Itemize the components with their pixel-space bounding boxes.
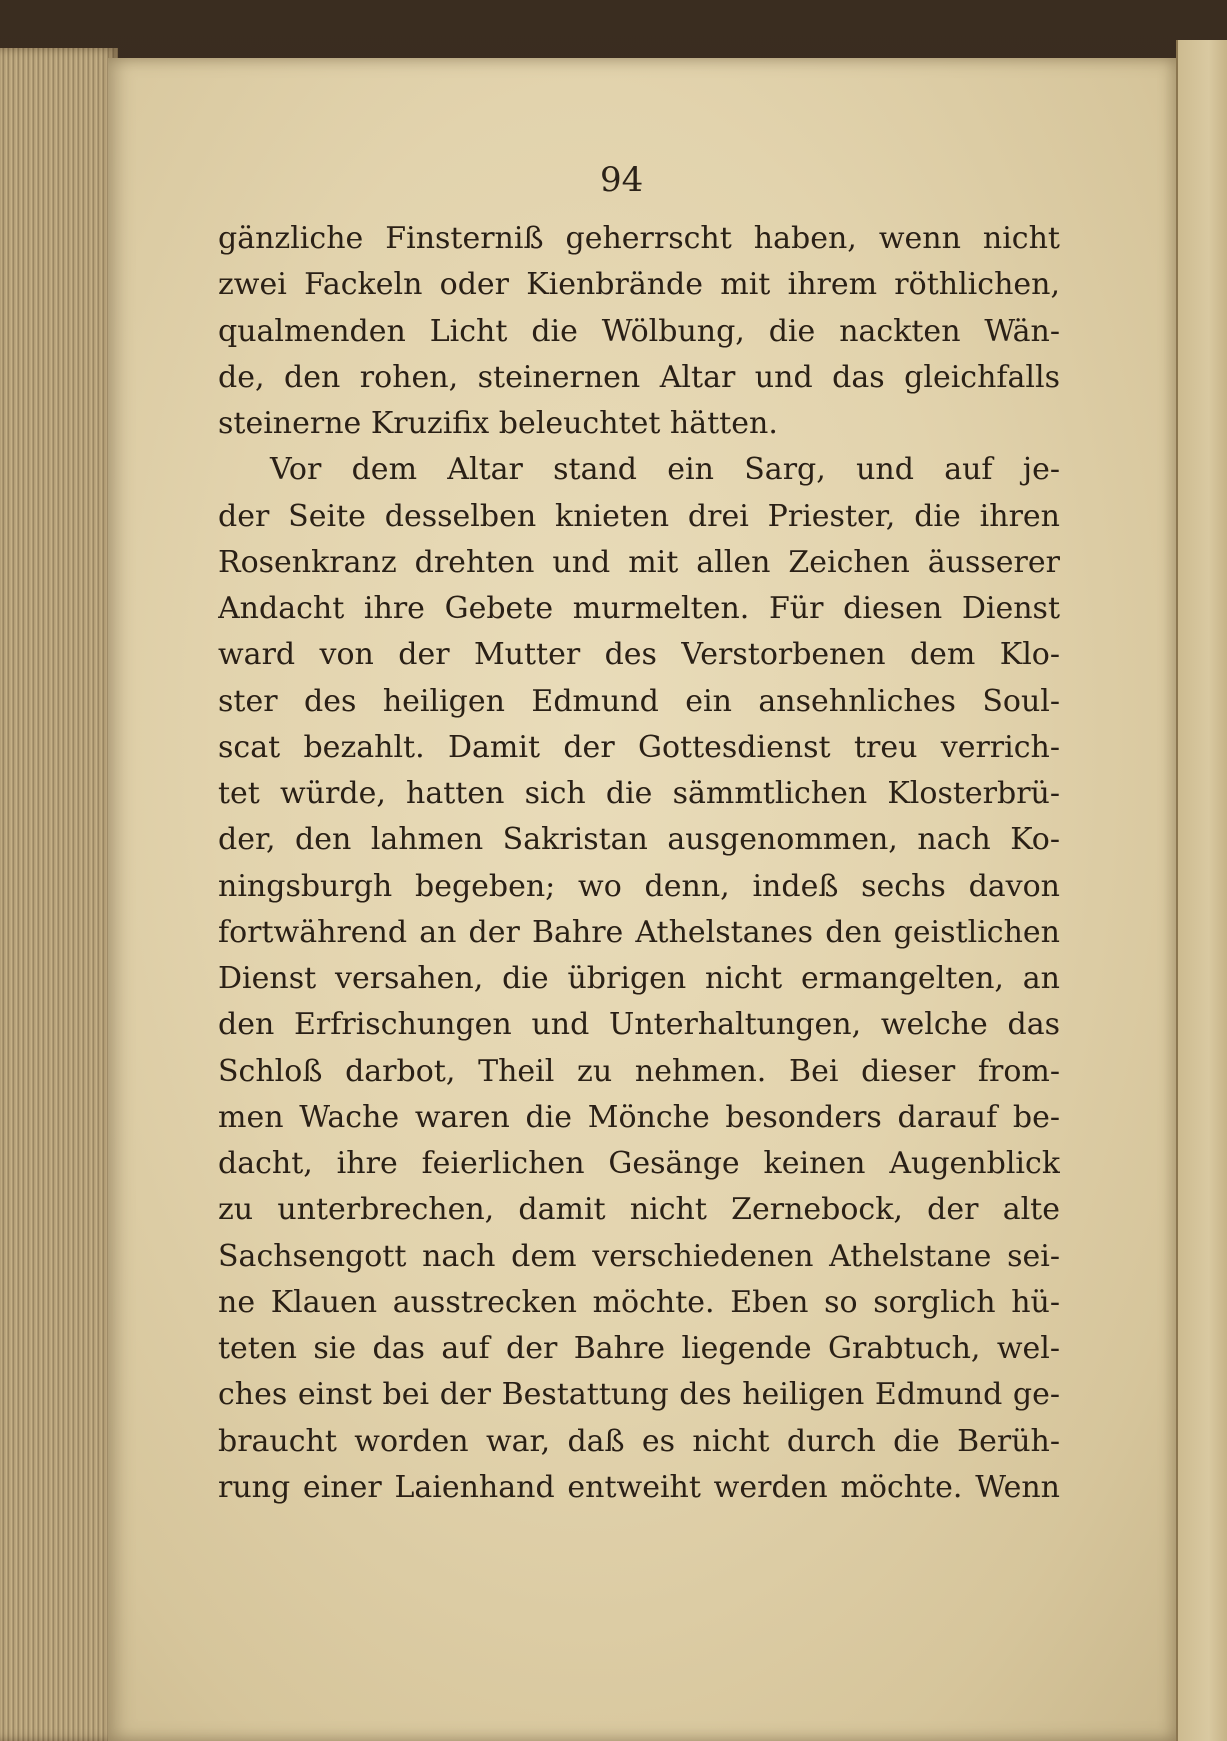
text-line: Andacht ihre Gebete murmelten. Für diesen Dienst xyxy=(218,591,1060,626)
text-line: scat bezahlt. Damit der Gottesdienst treu verrich- xyxy=(218,729,1060,765)
text-line: ne Klauen ausstrecken möchte. Eben so sorglich hü- xyxy=(218,1284,1060,1320)
text-line: Sachsengott nach dem verschiedenen Athelstane sei- xyxy=(218,1238,1060,1274)
text-line: de, den rohen, steinernen Altar und das gleichfalls xyxy=(218,359,1060,395)
text-line: ster des heiligen Edmund ein ansehnliches Soul- xyxy=(218,683,1060,719)
text-line: dacht, ihre feierlichen Gesänge keinen Augenblick xyxy=(218,1146,1060,1181)
text-line: teten sie das auf der Bahre liegende Grabtuch, wel- xyxy=(218,1331,1060,1366)
text-line: der Seite desselben knieten drei Priester, die ihren xyxy=(218,498,1060,534)
text-line: Rosenkranz drehten und mit allen Zeichen äusserer xyxy=(218,544,1060,580)
text-line: men Wache waren die Mönche besonders darauf be- xyxy=(218,1099,1060,1135)
text-line: qualmenden Licht die Wölbung, die nackten Wän- xyxy=(218,313,1060,349)
text-line: zu unterbrechen, damit nicht Zernebock, der alte xyxy=(218,1192,1060,1228)
text-line: zwei Fackeln oder Kienbrände mit ihrem röthlichen, xyxy=(218,267,1060,303)
body-text xyxy=(218,216,1060,1511)
text-line: braucht worden war, daß es nicht durch die Berüh- xyxy=(218,1423,1060,1459)
text-line: tet würde, hatten sich die sämmtlichen Klosterbrü- xyxy=(218,776,1060,811)
page-number: 94 xyxy=(600,160,644,200)
text-line: Schloß darbot, Theil zu nehmen. Bei dieser from- xyxy=(218,1053,1060,1089)
text-line: ningsburgh begeben; wo denn, indeß sechs davon xyxy=(218,868,1060,904)
text-line: steinerne Kruzifix beleuchtet hätten. xyxy=(218,406,778,441)
text-line: ches einst bei der Bestattung des heiligen Edmund ge- xyxy=(218,1377,1060,1413)
text-line: Dienst versahen, die übrigen nicht ermangelten, an xyxy=(218,961,1060,996)
text-line: Vor dem Altar stand ein Sarg, und auf je- xyxy=(270,452,1060,488)
text-line: der, den lahmen Sakristan ausgenommen, nach Ko- xyxy=(218,822,1060,858)
text-line: gänzliche Finsterniß geherrscht haben, wenn nicht xyxy=(218,221,1060,256)
text-line: rung einer Laienhand entweiht werden möchte. Wenn xyxy=(218,1469,1060,1505)
text-line: den Erfrischungen und Unterhaltungen, welche das xyxy=(218,1007,1060,1043)
text-line: ward von der Mutter des Verstorbenen dem Klo- xyxy=(218,637,1060,673)
facing-page-edge xyxy=(1176,40,1227,1741)
text-line: fortwährend an der Bahre Athelstanes den geistlichen xyxy=(218,914,1060,950)
page-edges xyxy=(0,48,118,1741)
